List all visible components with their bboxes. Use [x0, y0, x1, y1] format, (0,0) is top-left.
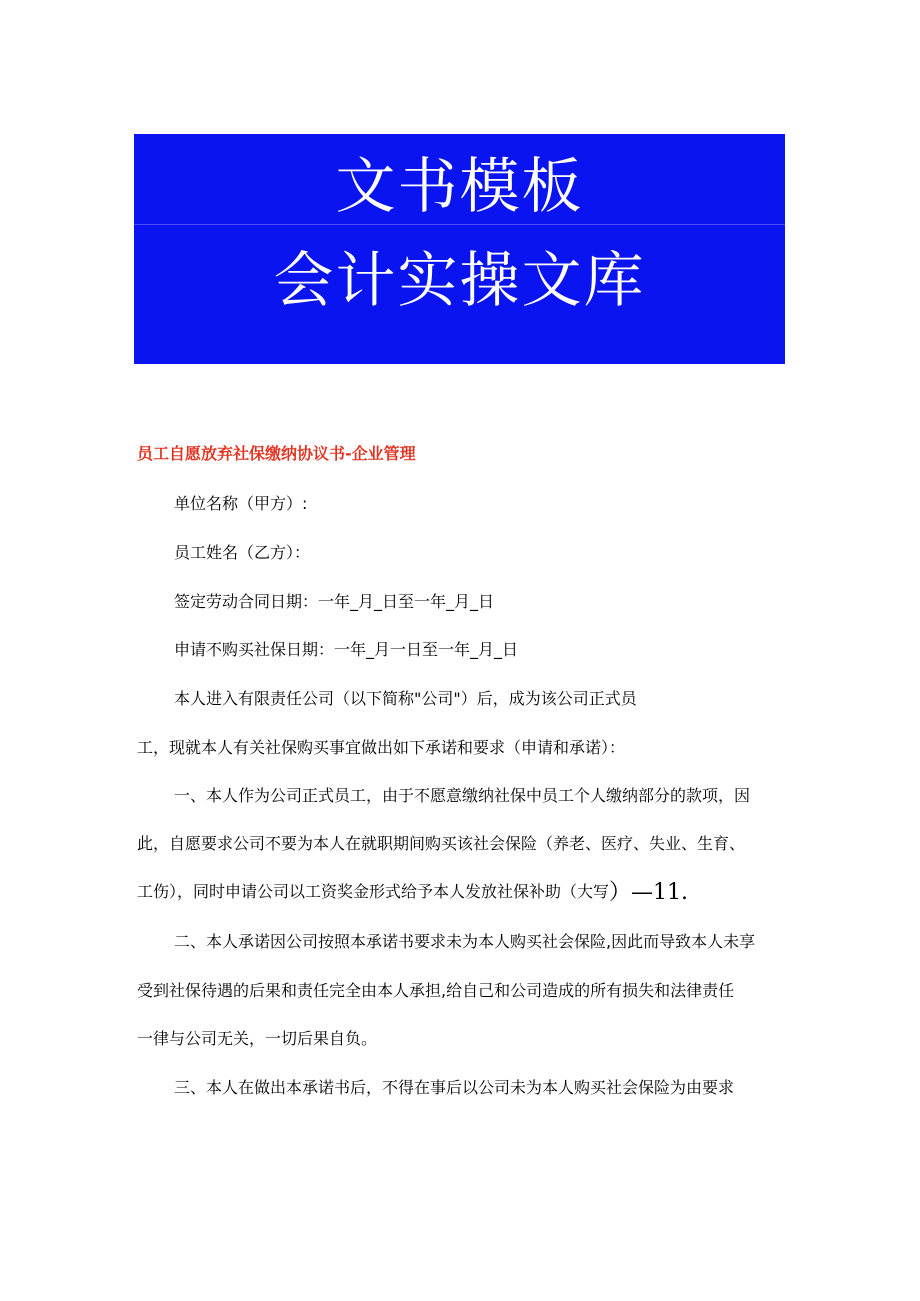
clause1-line-3-text: 工伤），同时申请公司以工资奖金形式给予本人发放社保补助（大写	[137, 882, 610, 901]
clause1-line-3-tail: ）—11.	[609, 880, 689, 905]
clause1-line-3	[137, 882, 688, 903]
clause1-line-2: 此，自愿要求公司不要为本人在就职期间购买该社会保险（养老、医疗、失业、生育、	[137, 834, 746, 853]
clause1-line-1: 一、本人作为公司正式员工，由于不愿意缴纳社保中员工个人缴纳部分的款项，因	[174, 786, 751, 805]
clause2-line-2: 受到社保待遇的后果和责任完全由本人承担,给自己和公司造成的所有损失和法律责任	[137, 981, 735, 1000]
document-title: 员工自愿放弃社保缴纳协议书-企业管理	[137, 444, 416, 463]
field-contract-date: 签定劳动合同日期：一年_月_日至一年_月_日	[174, 592, 495, 611]
banner-divider	[134, 224, 785, 225]
field-company: 单位名称（甲方）:	[174, 494, 308, 513]
field-employee: 员工姓名（乙方）：	[174, 543, 311, 562]
banner	[134, 134, 785, 364]
clause2-line-3: 一律与公司无关，一切后果自负。	[137, 1029, 378, 1048]
field-no-insurance-date: 申请不购买社保日期：一年_月一日至一年_月_日	[174, 640, 519, 659]
banner-title: 文书模板	[335, 152, 584, 222]
clause3-line-1: 三、本人在做出本承诺书后，不得在事后以公司未为本人购买社会保险为由要求	[174, 1078, 735, 1097]
clause2-line-1: 二、本人承诺因公司按照本承诺书要求未为本人购买社会保险,因此而导致本人未享	[174, 932, 756, 951]
intro-line-2: 工，现就本人有关社保购买事宜做出如下承诺和要求（申请和承诺）：	[137, 738, 626, 757]
intro-line-1: 本人进入有限责任公司（以下简称"公司"）后，成为该公司正式员	[174, 689, 637, 708]
banner-subtitle: 会计实操文库	[273, 246, 646, 316]
